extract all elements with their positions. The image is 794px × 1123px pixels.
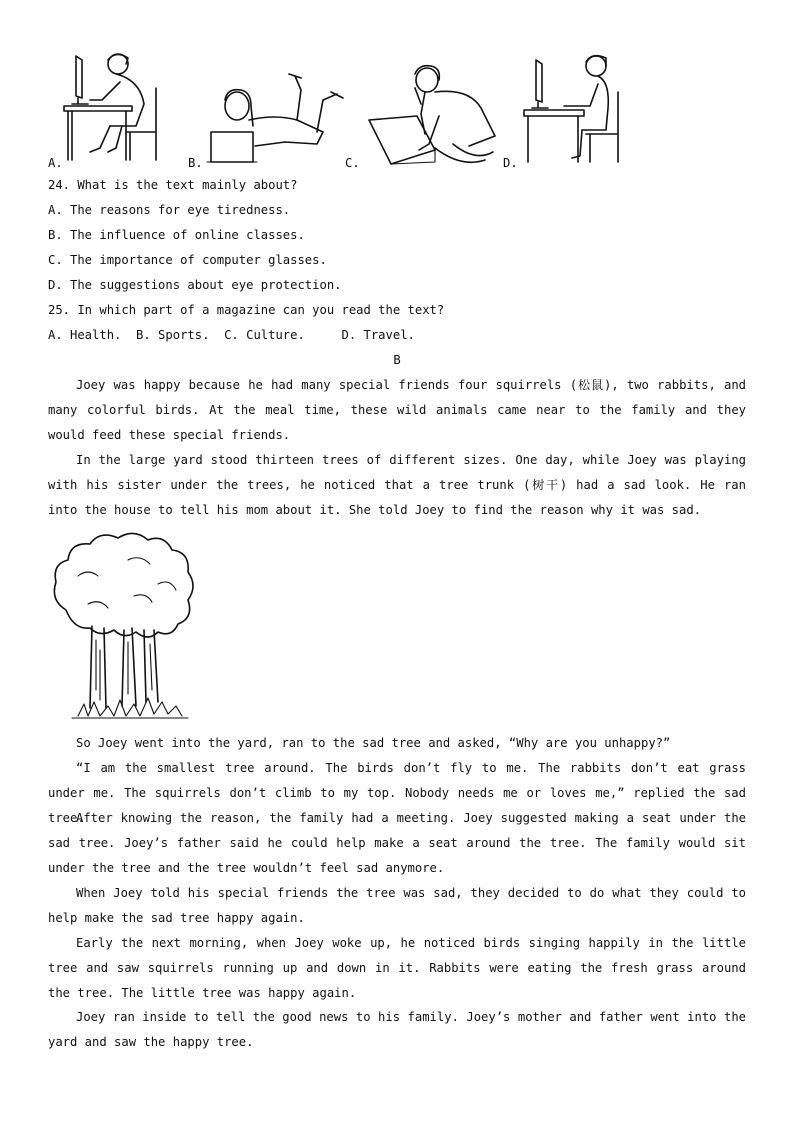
picture-b-label: B. (188, 156, 203, 170)
q25-options: A. Health. B. Sports. C. Culture. D. Travel. (48, 328, 415, 342)
paragraph-text: So Joey went into the yard, ran to the sad tree and asked, “Why are you unhappy?” (76, 736, 671, 750)
paragraph-text: “I am the smallest tree around. The birds don’t fly to me. The rabbits don’t eat grass under me. The squirrels don’t climb to my top. Nobody needs me or loves me,” replied the sad tree. (48, 761, 746, 825)
section-b-paragraph-8 (48, 1005, 746, 1055)
section-b-paragraph-1 (48, 373, 746, 448)
section-b-paragraph-7 (48, 931, 746, 1006)
section-b-paragraph-6 (48, 881, 746, 931)
picture-b-girl-with-laptop (205, 70, 350, 165)
q24-option-d: D. The suggestions about eye protection. (48, 278, 342, 292)
tree-illustration (48, 530, 198, 722)
paragraph-text: After knowing the reason, the family had a meeting. Joey suggested making a seat under the sad tree. Joey’s father said he could help make a seat around the tree. The family would sit under the tree and the tree wouldn’t feel sad anymore. (48, 811, 746, 875)
section-b-paragraph-5 (48, 806, 746, 881)
paragraph-text: Early the next morning, when Joey woke up, he noticed birds singing happily in the little tree and saw squirrels running up and down in it. Rabbits were eating the fresh grass around the tree. The little tree was happy again. (48, 936, 746, 1000)
paragraph-text: When Joey told his special friends the tree was sad, they decided to do what they could to help make the sad tree happy again. (48, 886, 746, 925)
section-b-paragraph-2 (48, 448, 746, 523)
picture-c-label: C. (345, 156, 360, 170)
q24-option-c: C. The importance of computer glasses. (48, 253, 327, 267)
paragraph-text: In the large yard stood thirteen trees of different sizes. One day, while Joey was playing with his sister under the trees, he noticed that a tree trunk (树干) had a sad look. He ran into the house to tell his mom about it. She told Joey to find the reason why it was sad. (48, 453, 746, 517)
section-b-heading: B (393, 353, 401, 367)
paragraph-text: Joey ran inside to tell the good news to his family. Joey’s mother and father went into the yard and saw the happy tree. (48, 1010, 746, 1049)
section-b-paragraph-3 (48, 731, 746, 756)
paragraph-text: Joey was happy because he had many special friends four squirrels (松鼠), two rabbits, and many colorful birds. At the meal time, these wild animals came near to the family and they would feed these special friends. (48, 378, 746, 442)
q25-stem: 25. In which part of a magazine can you read the text? (48, 303, 445, 317)
q24-stem: 24. What is the text mainly about? (48, 178, 298, 192)
picture-d-boy-upright (520, 52, 625, 165)
picture-c-man-with-laptop (365, 64, 505, 169)
picture-a-boy-at-desk (60, 48, 170, 163)
picture-a-label: A. (48, 156, 63, 170)
picture-d-label: D. (503, 156, 518, 170)
q24-option-a: A. The reasons for eye tiredness. (48, 203, 291, 217)
q24-option-b: B. The influence of online classes. (48, 228, 305, 242)
